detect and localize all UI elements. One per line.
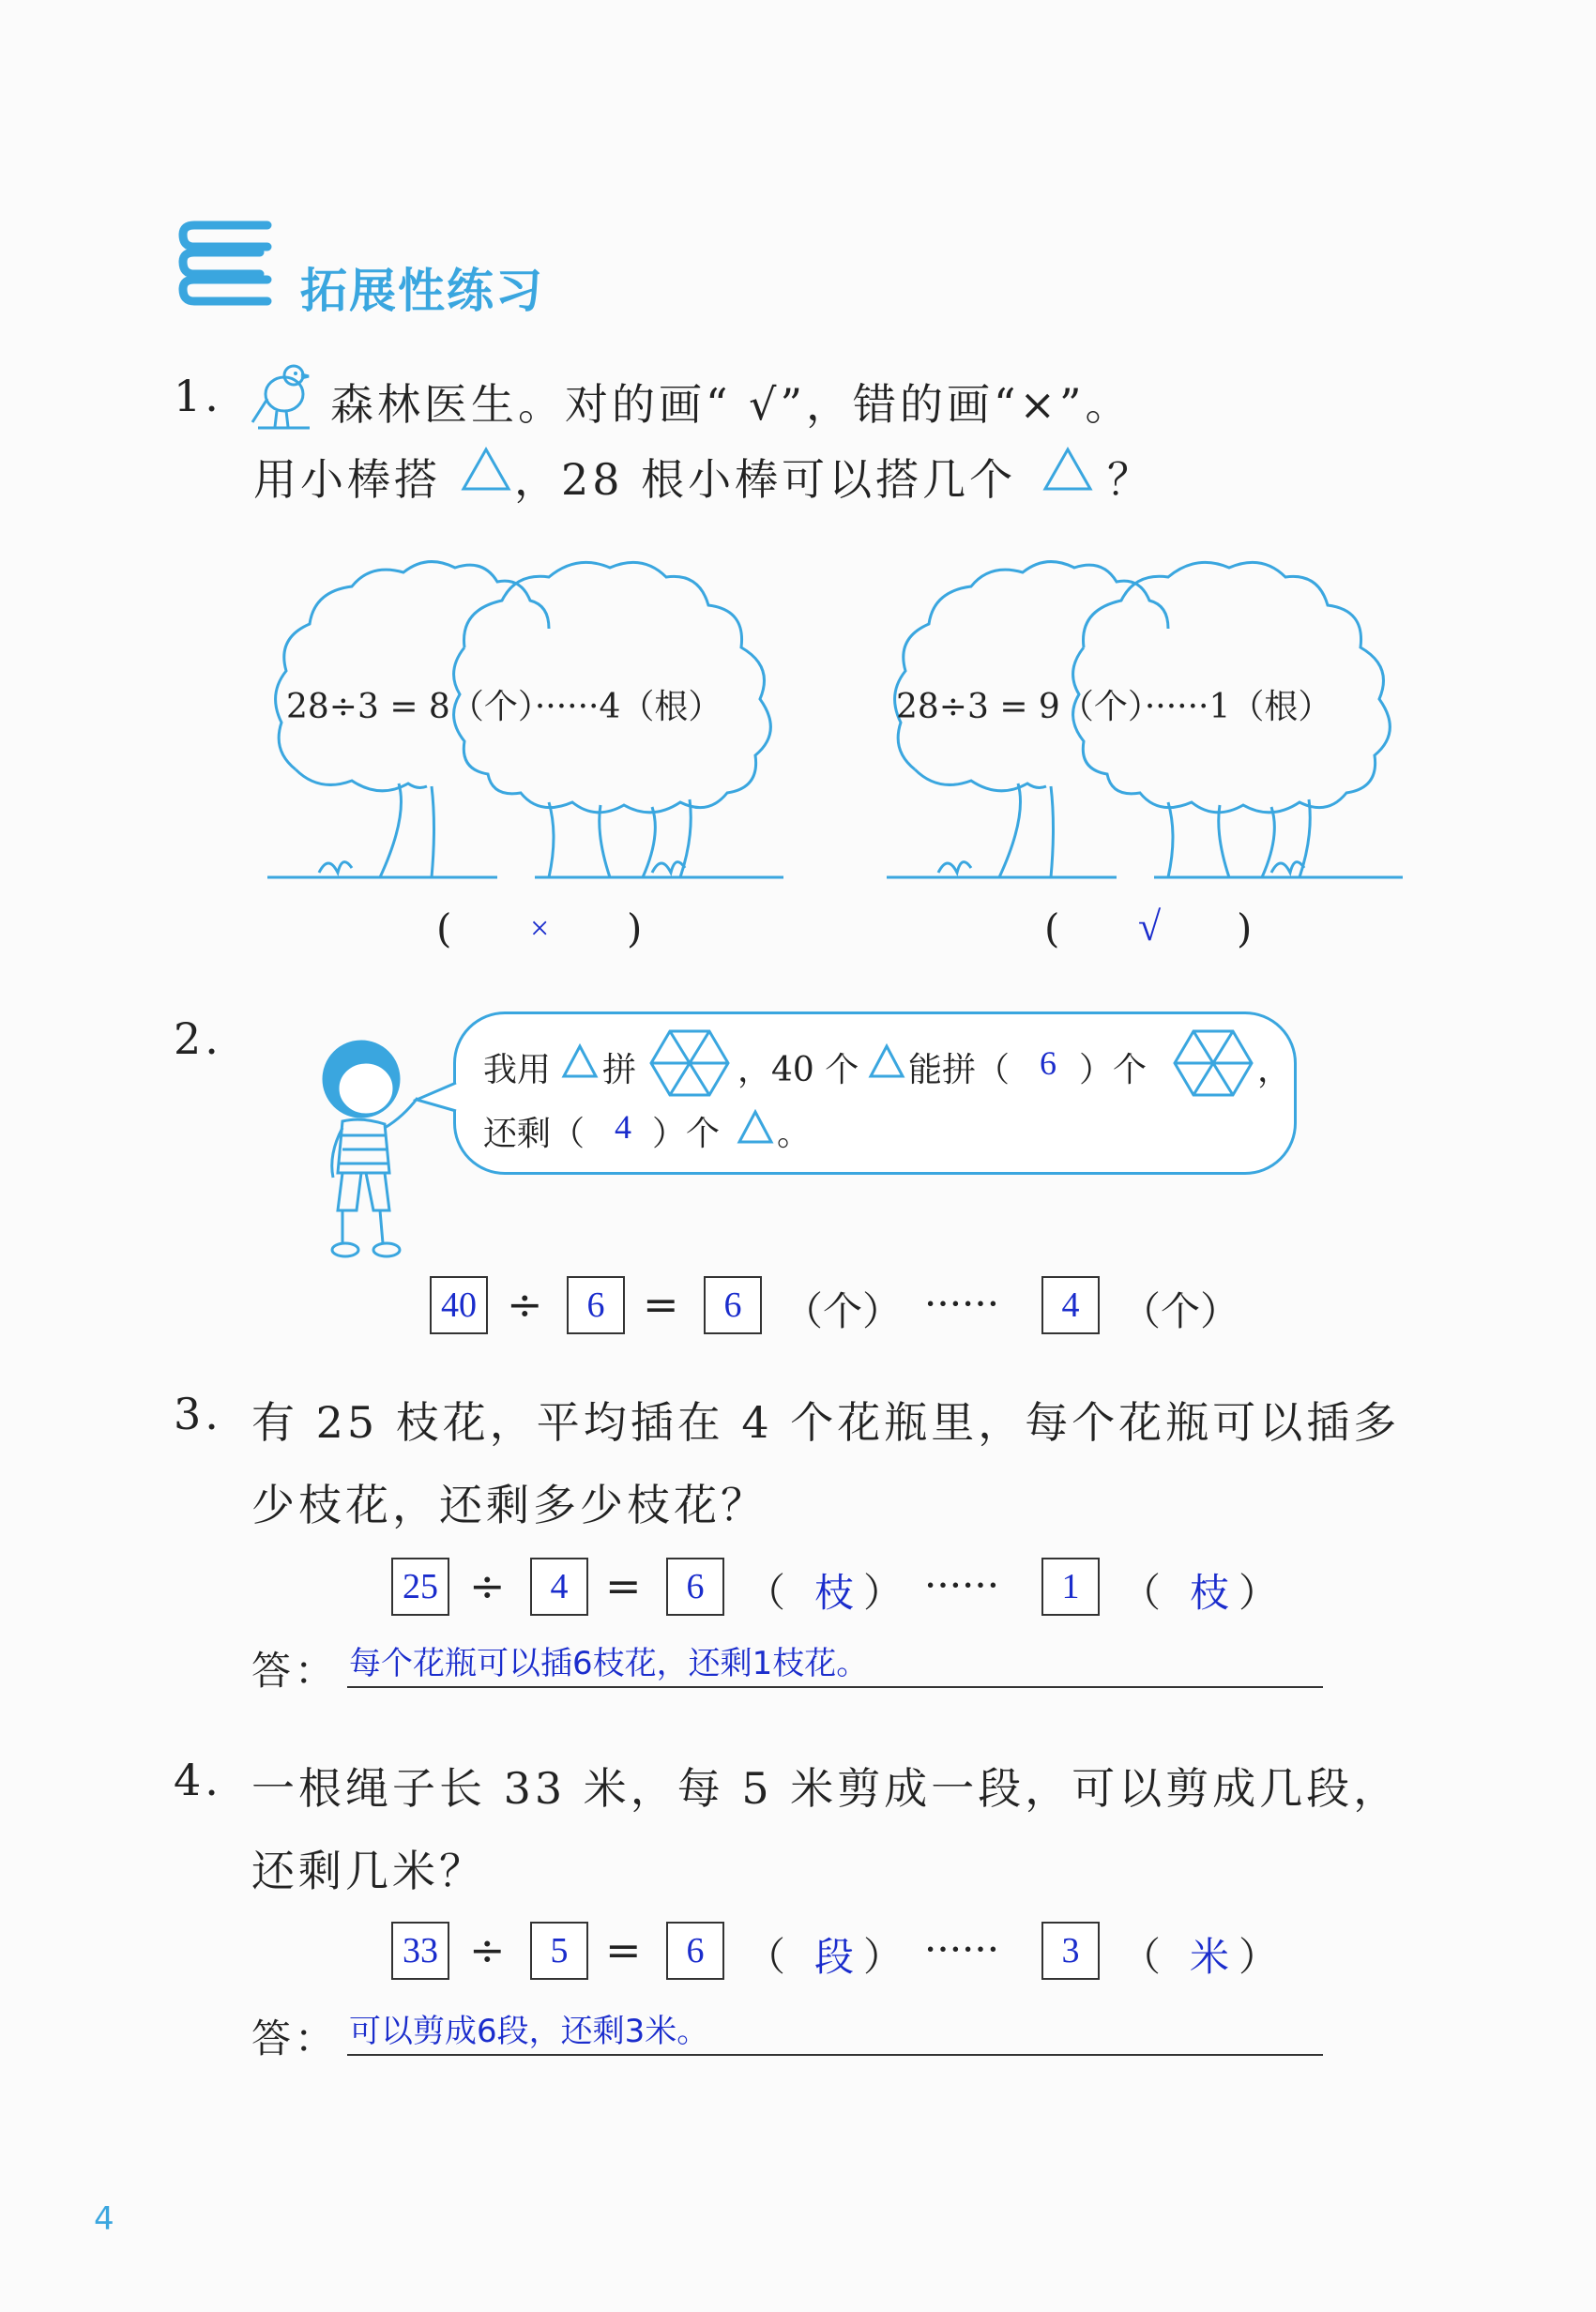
hexagon-icon [1173,1027,1254,1099]
book-stack-icon [174,221,286,314]
paren-open: ( [436,905,452,951]
answer-box: 5 [530,1922,588,1980]
bubble-text-g: 还剩（ [483,1115,585,1153]
answer-label: 答： [251,1648,339,1694]
q4-line2: 还剩几米？ [251,1846,486,1896]
q4-number: 4. [174,1755,222,1805]
q2-number: 2. [174,1013,222,1064]
divide-sign: ÷ [469,1560,506,1611]
answer-box: 33 [391,1922,449,1980]
boy-illustration [291,1023,441,1267]
triangle-icon [1041,446,1094,493]
paren-close: ） [863,1934,904,1980]
remainder-dots: ······ [924,1562,1000,1608]
unit-answer: 段 [814,1937,855,1980]
unit-label: （个） [783,1288,903,1334]
answer-box: 40 [430,1276,488,1334]
unit-answer: 枝 [1190,1573,1230,1616]
paren-open: （ [746,1934,786,1980]
q3-line2: 少枝花，还剩多少枝花？ [251,1480,768,1530]
answer-box: 6 [666,1558,724,1616]
q4-line1: 一根绳子长 33 米，每 5 米剪成一段，可以剪成几段， [251,1763,1401,1814]
tree-equation-right: 28÷3 = 9（个）······1（根） [896,688,1332,726]
bird-icon [249,357,319,432]
bubble-text-b: 拼 [602,1051,637,1089]
paren-close: ) [627,905,643,951]
answer-mark-right: √ [1138,904,1162,950]
page-number: 4 [94,2200,114,2238]
answer-box: 1 [1041,1558,1100,1616]
unit-answer: 米 [1190,1937,1230,1980]
q1-sub-a: 用小棒搭 [253,454,441,505]
bubble-text-a: 我用 [483,1051,552,1089]
paren-open: ( [1044,905,1060,951]
q3-line1: 有 25 枝花，平均插在 4 个花瓶里，每个花瓶可以插多 [251,1397,1401,1448]
equals-sign: = [643,1279,679,1330]
triangle-icon [561,1043,599,1079]
triangle-icon [868,1043,905,1079]
section-title: 拓展性练习 [300,264,544,318]
answer-box: 4 [530,1558,588,1616]
bubble-answer-2: 4 [615,1108,631,1146]
answer-box: 3 [1041,1922,1100,1980]
paren-close: ) [1237,905,1253,951]
answer-box: 6 [704,1276,762,1334]
triangle-icon [737,1109,774,1145]
answer-box: 25 [391,1558,449,1616]
answer-line [347,1686,1323,1688]
unit-label: （个） [1121,1288,1240,1334]
answer-box: 6 [567,1276,625,1334]
answer-label: 答： [251,2015,339,2061]
paren-close: ） [1239,1570,1279,1616]
bubble-text-e: ）个 [1079,1051,1148,1089]
bubble-text-c: ，40 个 [737,1051,859,1089]
tree-equation-left: 28÷3 = 8（个）······4（根） [286,688,722,726]
q1-sub-b: ，28 根小棒可以搭几个 [514,454,1017,505]
bubble-text-f: ， [1257,1051,1292,1089]
equals-sign: = [605,1560,642,1611]
paren-close: ） [1239,1934,1279,1980]
q1-sub-c: ？ [1107,454,1154,505]
triangle-icon [460,446,512,493]
paren-open: （ [1121,1934,1162,1980]
remainder-dots: ······ [924,1281,1000,1327]
q3-number: 3. [174,1389,222,1439]
answer-box: 4 [1041,1276,1100,1334]
equals-sign: = [605,1924,642,1975]
paren-open: （ [746,1570,786,1616]
unit-answer: 枝 [814,1573,855,1616]
q1-number: 1. [174,371,222,421]
divide-sign: ÷ [469,1924,506,1975]
speech-bubble-tail [413,1079,460,1117]
q1-text: 森林医生。对的画“ √”，错的画“×”。 [330,379,1132,430]
paren-open: （ [1121,1570,1162,1616]
remainder-dots: ······ [924,1926,1000,1972]
hexagon-icon [649,1027,730,1099]
answer-box: 6 [666,1922,724,1980]
paren-close: ） [863,1570,904,1616]
bubble-text-i: 。 [777,1115,812,1153]
answer-line [347,2054,1323,2056]
written-answer: 可以剪成6段，还剩3米。 [349,2013,709,2050]
divide-sign: ÷ [507,1279,543,1330]
bubble-text-d: 能拼（ [908,1051,1011,1089]
bubble-text-h: ）个 [652,1115,721,1153]
bubble-answer-1: 6 [1040,1044,1056,1082]
answer-mark-left: × [530,909,550,947]
written-answer: 每个花瓶可以插6枝花，还剩1枝花。 [349,1645,869,1682]
